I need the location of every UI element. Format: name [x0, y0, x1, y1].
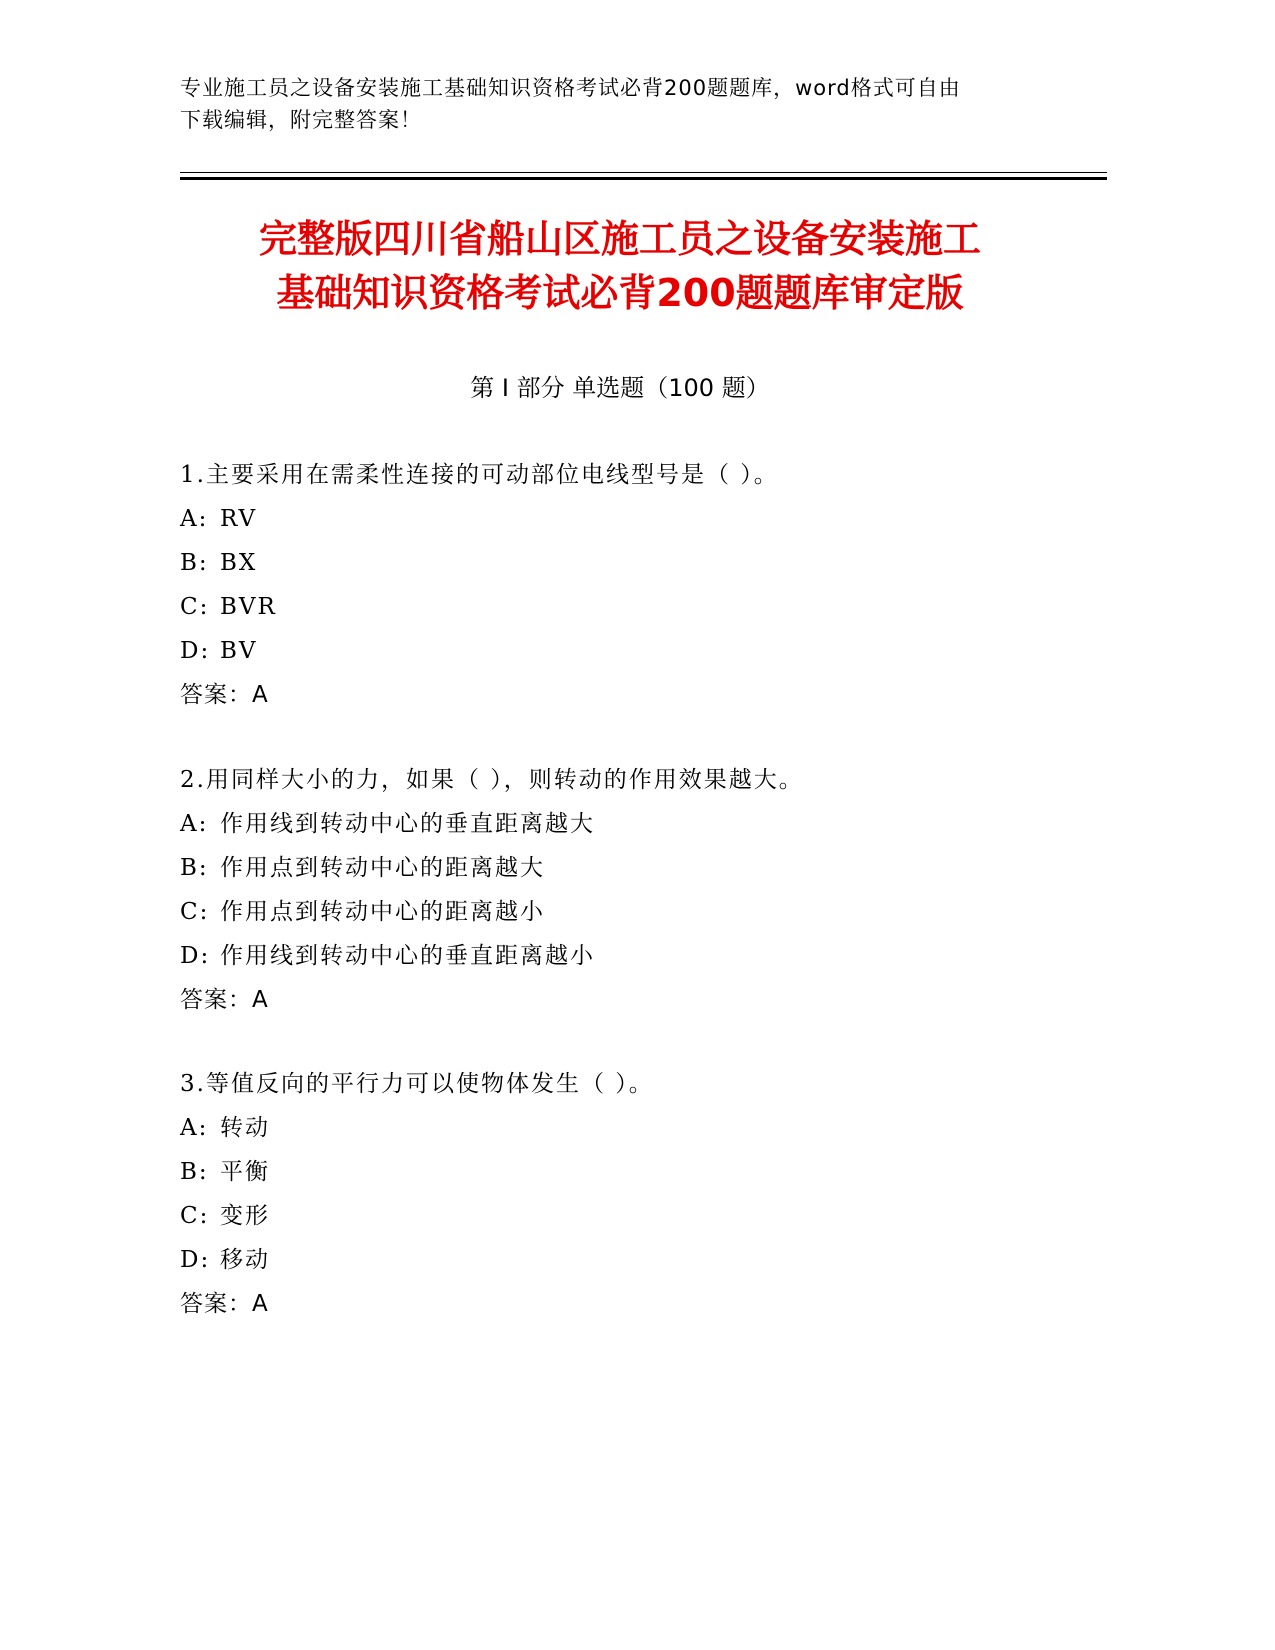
document-title [180, 212, 1060, 320]
answer: 答案：A [180, 682, 269, 708]
option-label: C: [180, 594, 210, 620]
option-text: 变形 [220, 1203, 270, 1229]
header-divider-thin [180, 172, 1107, 173]
question-stem: 3.等值反向的平行力可以使物体发生（ ）。 [180, 1071, 654, 1097]
option-a [180, 802, 1080, 846]
option-text: BV [220, 638, 258, 664]
section-heading: 第 I 部分 单选题（100 题） [470, 374, 770, 402]
option-label: B: [180, 855, 209, 881]
option-label: A: [180, 811, 209, 837]
option-c [180, 890, 1080, 934]
option-d [180, 934, 1080, 978]
answer: 答案：A [180, 1291, 269, 1317]
option-b [180, 1150, 1080, 1194]
option-d [180, 629, 1080, 673]
option-label: C: [180, 899, 210, 925]
document-title-line-2: 基础知识资格考试必背200题题库审定版 [276, 271, 964, 315]
option-text: 作用线到转动中心的垂直距离越小 [220, 943, 595, 969]
option-label: A: [180, 1115, 209, 1141]
option-text: RV [220, 506, 258, 532]
option-label: D: [180, 638, 211, 664]
header-note-line-2: 下载编辑，附完整答案！ [180, 108, 422, 132]
option-a [180, 497, 1080, 541]
option-label: A: [180, 506, 209, 532]
option-text: 平衡 [220, 1159, 270, 1185]
question-stem: 1.主要采用在需柔性连接的可动部位电线型号是（ ）。 [180, 462, 779, 488]
option-text: 移动 [220, 1247, 270, 1273]
option-b [180, 846, 1080, 890]
option-label: C: [180, 1203, 210, 1229]
answer: 答案：A [180, 987, 269, 1013]
option-label: B: [180, 1159, 209, 1185]
option-c [180, 585, 1080, 629]
option-label: B: [180, 550, 209, 576]
option-text: BVR [220, 594, 277, 620]
document-title-line-1: 完整版四川省船山区施工员之设备安装施工 [258, 217, 981, 261]
option-text: 作用点到转动中心的距离越大 [220, 855, 545, 881]
question-3 [180, 1062, 1080, 1326]
option-label: D: [180, 1247, 211, 1273]
question-2 [180, 758, 1080, 1022]
option-b [180, 541, 1080, 585]
option-text: BX [220, 550, 258, 576]
option-text: 作用线到转动中心的垂直距离越大 [220, 811, 595, 837]
question-stem: 2.用同样大小的力，如果（ ），则转动的作用效果越大。 [180, 767, 804, 793]
header-note [180, 72, 1040, 136]
header-note-line-1: 专业施工员之设备安装施工基础知识资格考试必背200题题库，word格式可自由 [180, 76, 961, 100]
option-text: 转动 [220, 1115, 270, 1141]
option-a [180, 1106, 1080, 1150]
header-divider-thick [180, 177, 1107, 180]
question-1 [180, 453, 1080, 717]
option-d [180, 1238, 1080, 1282]
option-label: D: [180, 943, 211, 969]
option-c [180, 1194, 1080, 1238]
option-text: 作用点到转动中心的距离越小 [220, 899, 545, 925]
